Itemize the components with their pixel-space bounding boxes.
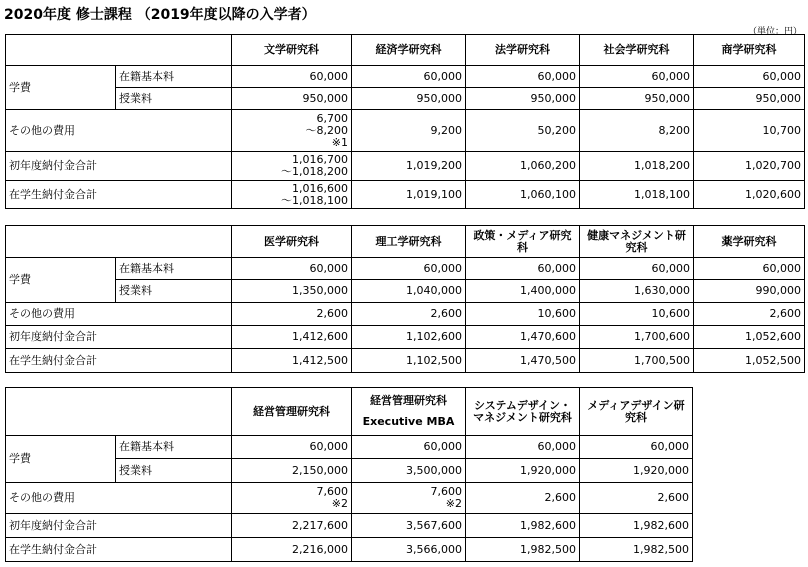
header-cell [352,388,466,436]
value-cell: 1,020,600 [694,181,805,209]
unit-note: （単位：円） [747,27,802,37]
header-cell: 経営管理研究科 [232,388,352,436]
value-cell: 1,700,600 [580,326,694,349]
row-label: その他の費用 [6,303,232,326]
table-row [6,258,805,280]
value-cell [232,483,352,514]
value-cell: 950,000 [694,88,805,110]
value-cell: 60,000 [694,66,805,88]
value-cell: 50,200 [466,110,580,152]
value-cell: 10,700 [694,110,805,152]
corner-cell [6,35,232,66]
value-cell: 2,600 [580,483,693,514]
row-label: 学費 [6,258,116,303]
value-cell: 10,600 [466,303,580,326]
header-cell: 法学研究科 [466,35,580,66]
header-cell: 文学研究科 [232,35,352,66]
fee-table-2 [5,225,805,373]
table-row [6,152,805,181]
value-cell: 60,000 [580,436,693,459]
value-cell: 60,000 [232,66,352,88]
value-cell [352,483,466,514]
value-cell: 60,000 [580,258,694,280]
value-cell: 60,000 [352,66,466,88]
header-cell: システムデザイン・マネジメント研究科 [466,388,580,436]
value-cell: 60,000 [466,258,580,280]
value-cell: 950,000 [466,88,580,110]
value-cell [232,110,352,152]
value-cell: 1,102,600 [352,326,466,349]
value-cell: 60,000 [232,258,352,280]
corner-cell [6,226,232,258]
table-row [6,349,805,373]
table-row [6,326,805,349]
header-row [6,35,805,66]
value-cell: 2,150,000 [232,459,352,483]
header-cell: 薬学研究科 [694,226,805,258]
value-cell: 2,600 [232,303,352,326]
table-row [6,538,693,562]
value-cell: 3,500,000 [352,459,466,483]
header-cell: 政策・メディア研究科 [466,226,580,258]
value-cell: 1,982,600 [580,514,693,538]
header-cell: 商学研究科 [694,35,805,66]
value-line: ～1,018,200 [281,165,348,178]
value-cell: 60,000 [466,66,580,88]
value-cell: 1,470,600 [466,326,580,349]
row-label: 在学生納付金合計 [6,349,232,373]
value-line: 7,600 [316,485,348,498]
page-title: 2020年度 修士課程 （2019年度以降の入学者） [4,7,316,23]
table-row [6,514,693,538]
value-cell: 1,060,100 [466,181,580,209]
table-row [6,88,805,110]
header-cell: 医学研究科 [232,226,352,258]
table-row [6,280,805,303]
value-cell: 1,982,500 [580,538,693,562]
header-row [6,388,693,436]
value-cell: 950,000 [580,88,694,110]
row-label: 授業料 [116,280,232,303]
row-label: その他の費用 [6,483,232,514]
table-row [6,483,693,514]
value-cell: 990,000 [694,280,805,303]
row-label: 在籍基本料 [116,66,232,88]
header-cell: 健康マネジメント研究科 [580,226,694,258]
value-cell: 2,600 [466,483,580,514]
header-cell: メディアデザイン研究科 [580,388,693,436]
row-label: 初年度納付金合計 [6,152,232,181]
footnote-mark: ※1 [331,135,348,149]
header-row [6,226,805,258]
value-cell: 1,700,500 [580,349,694,373]
value-cell: 1,630,000 [580,280,694,303]
table-row [6,436,693,459]
value-cell: 1,052,500 [694,349,805,373]
row-label: 在学生納付金合計 [6,181,232,209]
value-cell: 1,018,100 [580,181,694,209]
value-cell: 1,052,600 [694,326,805,349]
table-row [6,110,805,152]
value-cell: 2,217,600 [232,514,352,538]
value-cell: 3,566,000 [352,538,466,562]
value-cell: 1,040,000 [352,280,466,303]
row-label: 授業料 [116,88,232,110]
value-line: 6,700 [316,111,348,125]
table-row [6,181,805,209]
header-cell: 理工学研究科 [352,226,466,258]
corner-cell [6,388,232,436]
value-cell: 950,000 [232,88,352,110]
table-row [6,303,805,326]
value-cell: 1,412,500 [232,349,352,373]
row-label: 学費 [6,436,116,483]
value-cell: 60,000 [694,258,805,280]
value-cell: 60,000 [466,436,580,459]
header-line: Executive MBA [362,415,455,428]
fee-table-1 [5,34,805,209]
value-cell: 1,400,000 [466,280,580,303]
value-cell: 9,200 [352,110,466,152]
header-cell: 経済学研究科 [352,35,466,66]
table-row [6,66,805,88]
footnote-mark: ※2 [445,497,462,510]
value-cell: 1,019,100 [352,181,466,209]
value-cell: 60,000 [352,258,466,280]
value-cell [232,152,352,181]
value-cell: 1,982,600 [466,514,580,538]
value-cell: 60,000 [580,66,694,88]
value-cell: 1,020,700 [694,152,805,181]
value-cell: 950,000 [352,88,466,110]
value-line: 1,016,700 [292,153,348,166]
value-cell: 1,018,200 [580,152,694,181]
footnote-mark: ※2 [331,497,348,510]
row-label: 授業料 [116,459,232,483]
row-label: 初年度納付金合計 [6,514,232,538]
fee-table-3 [5,387,693,562]
value-cell: 60,000 [352,436,466,459]
value-cell: 1,412,600 [232,326,352,349]
value-cell: 3,567,600 [352,514,466,538]
value-line: 1,016,600 [292,181,348,195]
value-cell: 2,600 [694,303,805,326]
value-cell: 2,600 [352,303,466,326]
header-line: 経営管理研究科 [370,394,447,407]
header-cell: 社会学研究科 [580,35,694,66]
value-cell: 8,200 [580,110,694,152]
value-cell: 1,920,000 [466,459,580,483]
row-label: 在籍基本料 [116,258,232,280]
row-label: その他の費用 [6,110,232,152]
value-line: ～1,018,100 [281,193,348,207]
value-cell: 1,060,200 [466,152,580,181]
row-label: 在籍基本料 [116,436,232,459]
value-cell: 1,920,000 [580,459,693,483]
value-cell: 1,102,500 [352,349,466,373]
value-cell: 1,350,000 [232,280,352,303]
row-label: 在学生納付金合計 [6,538,232,562]
value-cell: 10,600 [580,303,694,326]
value-line: ～8,200 [305,123,348,137]
value-cell [232,181,352,209]
value-line: 7,600 [430,485,462,498]
value-cell: 1,019,200 [352,152,466,181]
row-label: 初年度納付金合計 [6,326,232,349]
row-label: 学費 [6,66,116,110]
value-cell: 1,982,500 [466,538,580,562]
value-cell: 2,216,000 [232,538,352,562]
value-cell: 60,000 [232,436,352,459]
value-cell: 1,470,500 [466,349,580,373]
